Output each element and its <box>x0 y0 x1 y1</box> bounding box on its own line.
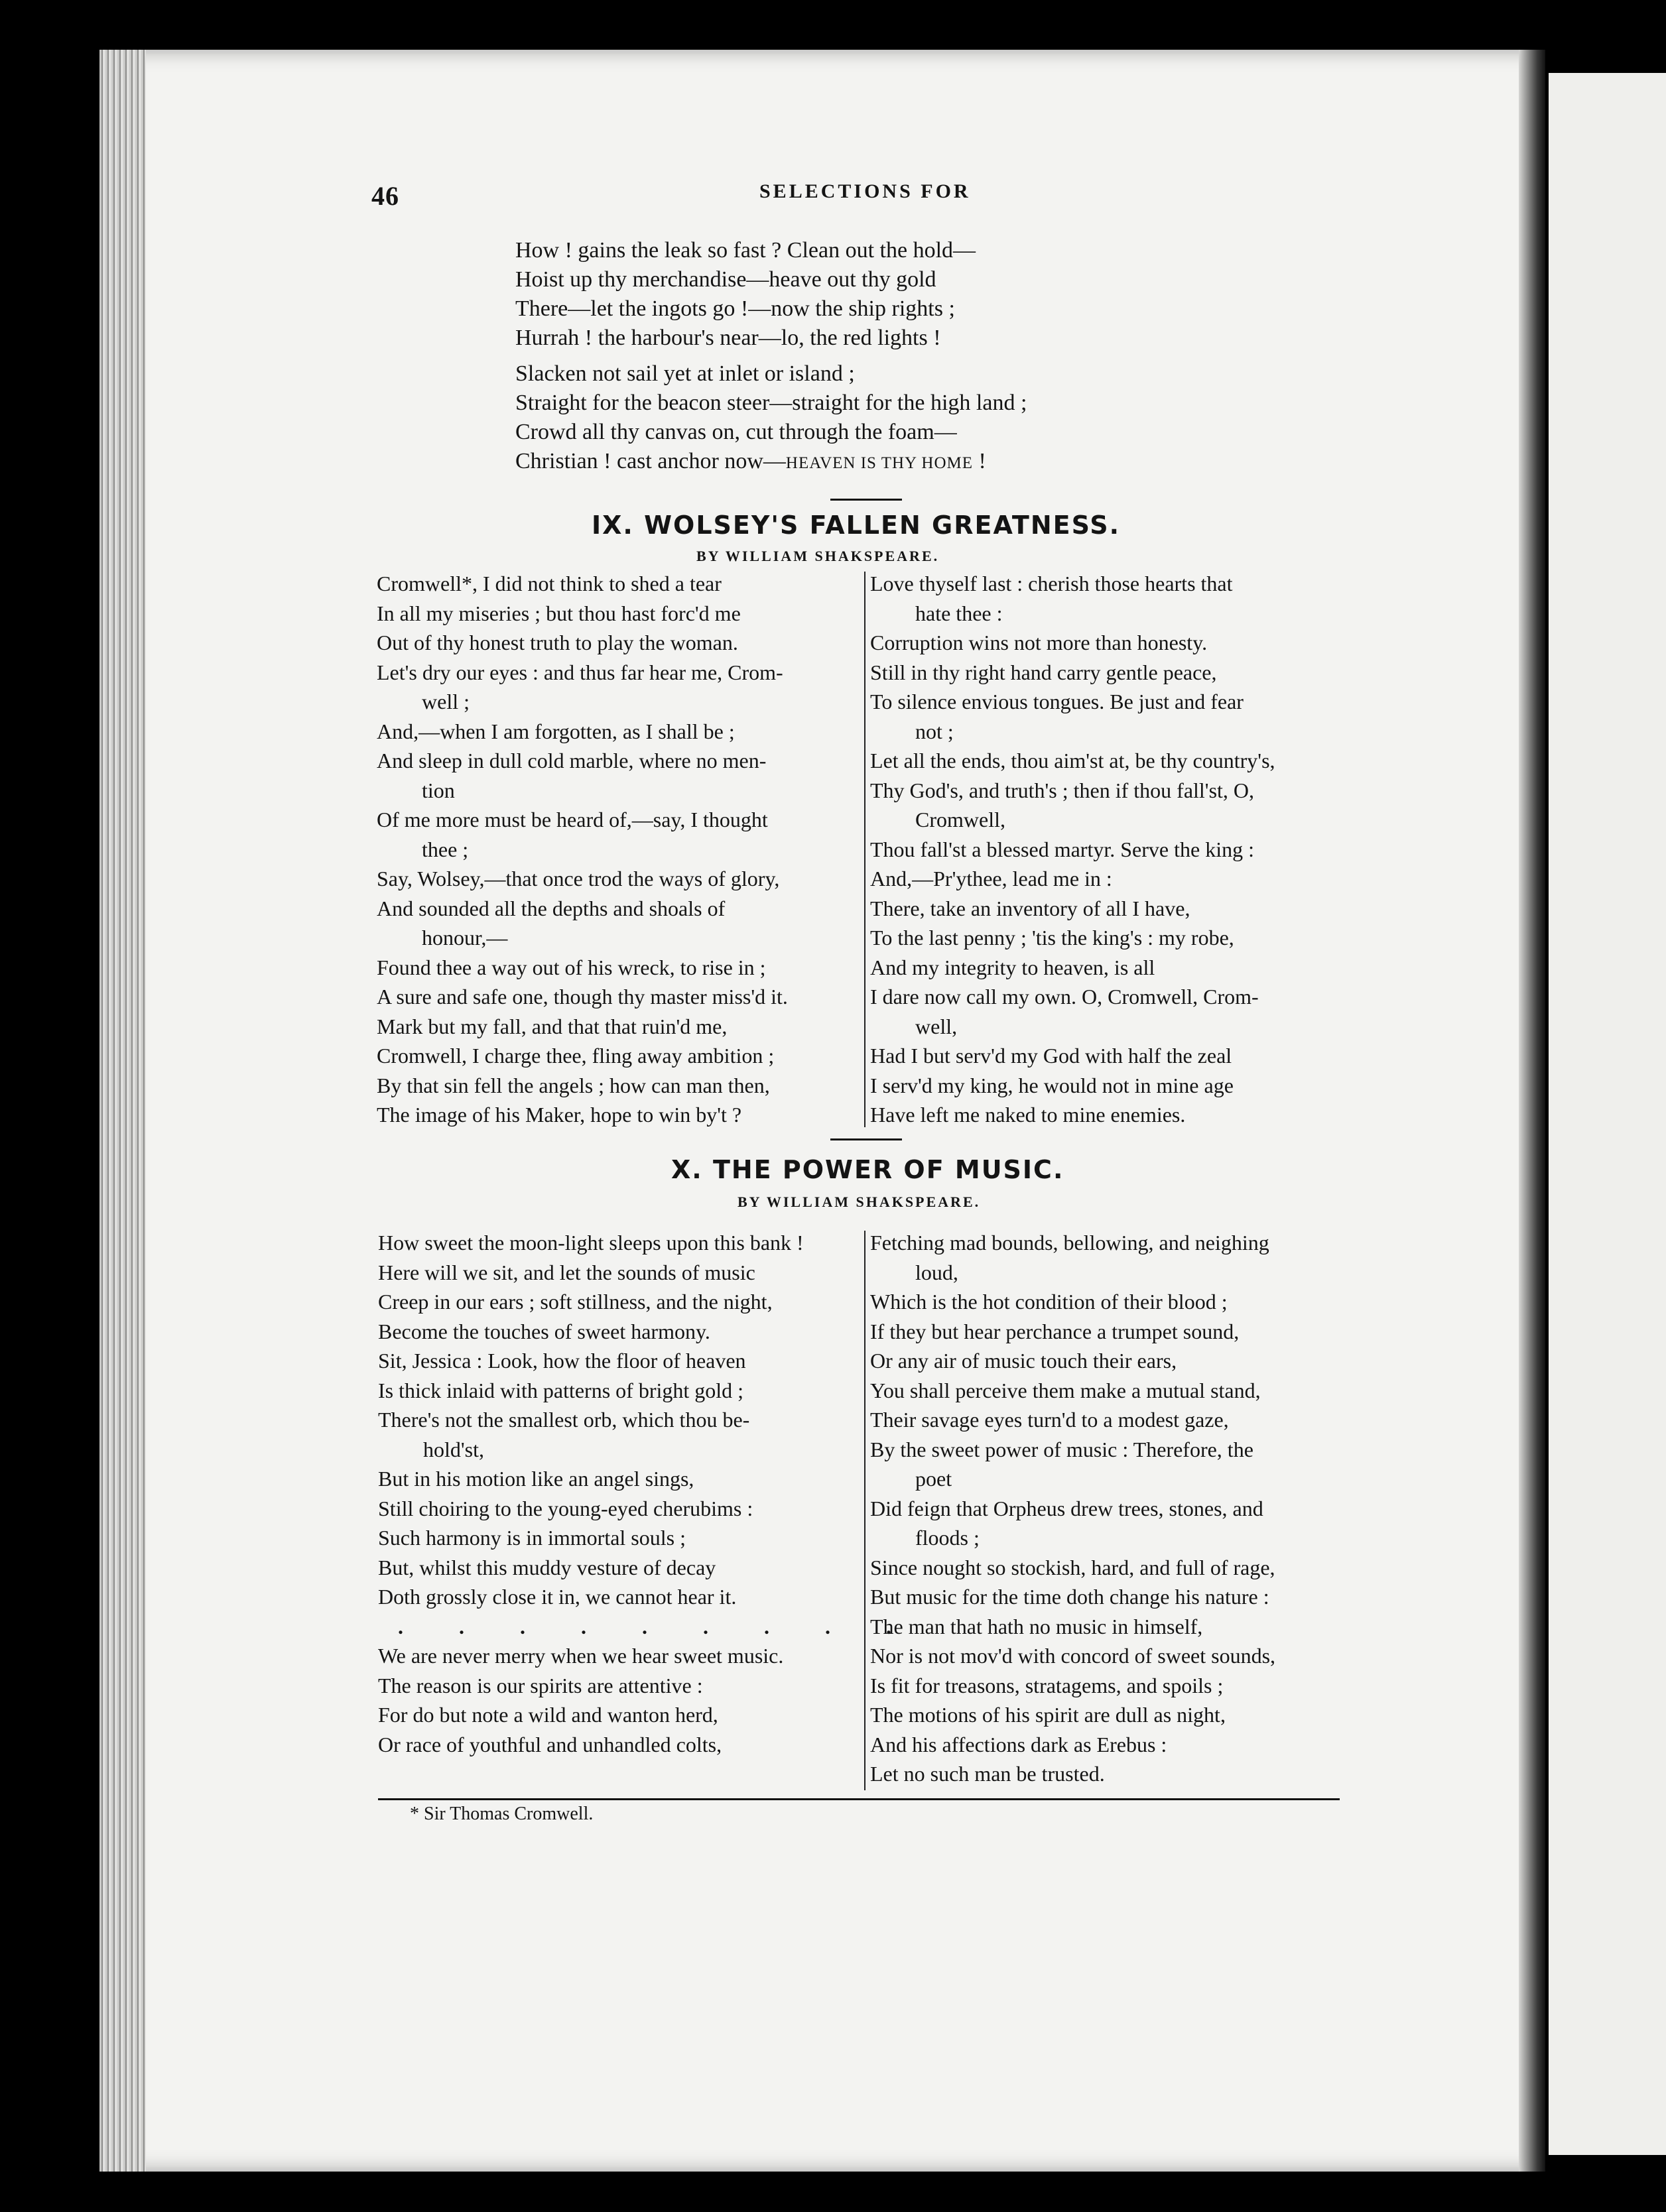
poem-line: I serv'd my king, he would not in mine age <box>870 1073 1234 1097</box>
verse-line-final: Christian ! cast anchor now—HEAVEN IS THY HOME ! <box>515 449 986 473</box>
poem-line: Had I but serv'd my God with half the zeal <box>870 1044 1232 1068</box>
poem-line: There's not the smallest orb, which thou be- <box>378 1408 750 1432</box>
poem-line: To silence envious tongues. Be just and fear <box>870 690 1244 713</box>
verse-line: Slacken not sail yet at inlet or island ; <box>515 361 855 386</box>
poem-line: Their savage eyes turn'd to a modest gaze, <box>870 1408 1229 1432</box>
section-rule <box>830 499 902 501</box>
poem-line: well, <box>915 1014 958 1038</box>
page-gutter <box>1519 50 1545 2172</box>
poem-line: thee ; <box>422 837 469 861</box>
page-header <box>0 180 1666 214</box>
poem-line: Let's dry our eyes : and thus far hear me, Crom- <box>377 660 783 684</box>
poem-line: To the last penny ; 'tis the king's : my robe, <box>870 926 1234 950</box>
poem-line: Is thick inlaid with patterns of bright gold ; <box>378 1378 744 1402</box>
column-divider <box>864 1231 865 1790</box>
poem-line: Doth grossly close it in, we cannot hear it. <box>378 1585 737 1609</box>
poem-line: Still choiring to the young-eyed cherubims : <box>378 1496 753 1520</box>
poem-line: The man that hath no music in himself, <box>870 1614 1203 1638</box>
poem-line: Creep in our ears ; soft stillness, and the night, <box>378 1290 773 1314</box>
poem-line: If they but hear perchance a trumpet sound, <box>870 1319 1240 1343</box>
poem-line: We are never merry when we hear sweet music. <box>378 1644 784 1668</box>
poem-line: And,—when I am forgotten, as I shall be ; <box>377 719 735 743</box>
poem-line: In all my miseries ; but thou hast forc'd me <box>377 601 741 625</box>
facing-page-edge <box>1549 73 1666 2155</box>
page-edges <box>99 50 146 2172</box>
small-caps-text: HEAVEN IS THY HOME <box>785 454 974 472</box>
poem-line: well ; <box>422 690 470 713</box>
poem-line: Thy God's, and truth's ; then if thou fall'st, O, <box>870 778 1255 802</box>
poem-line: And my integrity to heaven, is all <box>870 955 1155 979</box>
poem-line: And sleep in dull cold marble, where no men- <box>377 749 767 772</box>
poem-line: The reason is our spirits are attentive : <box>378 1673 703 1697</box>
verse-line: Hurrah ! the harbour's near—lo, the red lights ! <box>515 326 941 350</box>
byline-x: BY WILLIAM SHAKSPEARE. <box>737 1194 981 1210</box>
poem-line: tion <box>422 778 455 802</box>
poem-line: Cromwell*, I did not think to shed a tear <box>377 572 722 595</box>
poem-line: Love thyself last : cherish those hearts that <box>870 572 1233 595</box>
poem-line: Or any air of music touch their ears, <box>870 1349 1177 1373</box>
poem-line: poet <box>915 1467 952 1491</box>
poem-line: Which is the hot condition of their blood ; <box>870 1290 1228 1314</box>
poem-line: You shall perceive them make a mutual stand, <box>870 1378 1261 1402</box>
poem-line: Thou fall'st a blessed martyr. Serve the king : <box>870 837 1254 861</box>
poem-line: Corruption wins not more than honesty. <box>870 631 1208 654</box>
poem-line: Did feign that Orpheus drew trees, stones, and <box>870 1496 1263 1520</box>
poem-line: Cromwell, I charge thee, fling away ambition ; <box>377 1044 775 1068</box>
poem-line: Out of thy honest truth to play the woman. <box>377 631 738 654</box>
footnote: * Sir Thomas Cromwell. <box>410 1804 594 1824</box>
poem-line: Sit, Jessica : Look, how the floor of heaven <box>378 1349 746 1373</box>
poem-line: not ; <box>915 719 954 743</box>
poem-line: By the sweet power of music : Therefore, the <box>870 1437 1253 1461</box>
column-right-x <box>870 1228 1275 1789</box>
poem-line: Here will we sit, and let the sounds of music <box>378 1260 755 1284</box>
poem-line: But in his motion like an angel sings, <box>378 1467 694 1491</box>
poem-line: How sweet the moon-light sleeps upon this bank ! <box>378 1231 804 1255</box>
poem-line: And his affections dark as Erebus : <box>870 1732 1167 1756</box>
poem-line: Cromwell, <box>915 808 1005 831</box>
poem-line: The motions of his spirit are dull as night, <box>870 1703 1226 1727</box>
poem-line: For do but note a wild and wanton herd, <box>378 1703 718 1727</box>
poem-line: Fetching mad bounds, bellowing, and neighing <box>870 1231 1269 1255</box>
poem-line: By that sin fell the angels ; how can man then, <box>377 1073 770 1097</box>
verse-line: Crowd all thy canvas on, cut through the foam— <box>515 420 957 444</box>
poem-line: loud, <box>915 1260 958 1284</box>
poem-line: Mark but my fall, and that that ruin'd me, <box>377 1014 728 1038</box>
poem-line: Say, Wolsey,—that once trod the ways of glory, <box>377 867 780 891</box>
poem-line: And,—Pr'ythee, lead me in : <box>870 867 1112 891</box>
column-divider <box>864 572 865 1127</box>
verse-line: There—let the ingots go !—now the ship rights ; <box>515 296 955 321</box>
poem-line: I dare now call my own. O, Cromwell, Crom- <box>870 985 1259 1009</box>
section-title-ix: IX. WOLSEY'S FALLEN GREATNESS. <box>592 511 1121 540</box>
section-rule <box>830 1138 902 1140</box>
verse-line: How ! gains the leak so fast ? Clean out the hold— <box>515 238 976 263</box>
opening-verse <box>515 236 1027 478</box>
poem-line: A sure and safe one, though thy master miss'd it. <box>377 985 788 1009</box>
verse-line: Hoist up thy merchandise—heave out thy gold <box>515 267 936 292</box>
poem-line: The image of his Maker, hope to win by't ? <box>377 1103 742 1127</box>
column-left-ix <box>377 569 788 1130</box>
poem-line: . . . . . . . . . <box>398 1614 917 1638</box>
poem-line: Let all the ends, thou aim'st at, be thy country's, <box>870 749 1275 772</box>
footnote-rule <box>378 1798 1340 1800</box>
poem-line: Have left me naked to mine enemies. <box>870 1103 1186 1127</box>
poem-line: Is fit for treasons, stratagems, and spoils ; <box>870 1673 1224 1697</box>
poem-line: honour,— <box>422 926 508 950</box>
poem-line: hold'st, <box>423 1437 484 1461</box>
poem-line: Or race of youthful and unhandled colts, <box>378 1732 722 1756</box>
poem-line: But music for the time doth change his nature : <box>870 1585 1269 1609</box>
poem-line: Let no such man be trusted. <box>870 1762 1105 1786</box>
poem-line: floods ; <box>915 1526 980 1550</box>
poem-line: Since nought so stockish, hard, and full of rage, <box>870 1555 1275 1579</box>
poem-line: Of me more must be heard of,—say, I thought <box>377 808 768 831</box>
poem-line: Become the touches of sweet harmony. <box>378 1319 710 1343</box>
poem-line: Found thee a way out of his wreck, to rise in ; <box>377 955 766 979</box>
column-right-ix <box>870 569 1275 1130</box>
poem-line: hate thee : <box>915 601 1003 625</box>
poem-line: Nor is not mov'd with concord of sweet sounds, <box>870 1644 1276 1668</box>
running-head: SELECTIONS FOR <box>759 180 971 202</box>
poem-line: But, whilst this muddy vesture of decay <box>378 1555 716 1579</box>
poem-line: There, take an inventory of all I have, <box>870 896 1190 920</box>
poem-line: Such harmony is in immortal souls ; <box>378 1526 686 1550</box>
verse-line: Straight for the beacon steer—straight for the high land ; <box>515 391 1027 415</box>
byline-ix: BY WILLIAM SHAKSPEARE. <box>696 548 940 564</box>
page-number: 46 <box>371 181 399 211</box>
poem-line: Still in thy right hand carry gentle peace, <box>870 660 1217 684</box>
section-title-x: X. THE POWER OF MUSIC. <box>671 1155 1064 1184</box>
column-left-x <box>378 1228 917 1759</box>
poem-line: And sounded all the depths and shoals of <box>377 896 726 920</box>
stanza-break <box>515 353 1027 359</box>
